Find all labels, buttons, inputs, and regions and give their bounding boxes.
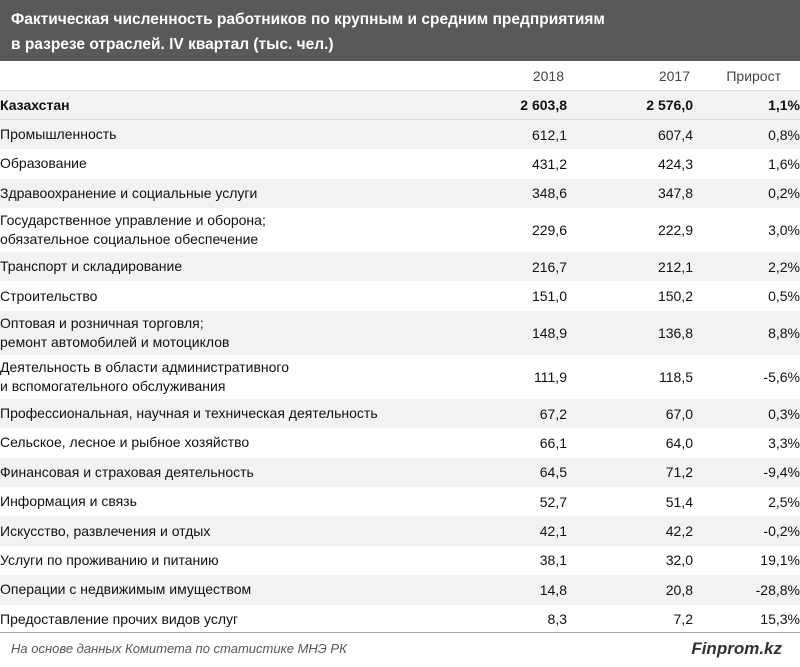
brand-logo-text: Finprom.kz <box>691 639 782 658</box>
sector-name-line: и вспомогательного обслуживания <box>0 377 226 394</box>
sector-name-line: Здравоохранение и социальные услуги <box>0 184 258 201</box>
value-2017-cell: 7,2 <box>673 611 693 628</box>
sector-name-line: Государственное управление и оборона; <box>0 212 266 229</box>
value-2018-cell: 38,1 <box>539 552 567 569</box>
growth-cell: 0,2% <box>768 185 800 202</box>
sector-name-cell <box>0 179 470 208</box>
value-2017-cell: 222,9 <box>657 222 693 239</box>
title-line-1: Фактическая численность работников по крупным и средним предприятиям <box>11 11 605 28</box>
sector-name-line: Промышленность <box>0 126 117 143</box>
growth-cell: 3,0% <box>768 222 800 239</box>
sector-name-cell <box>0 281 470 310</box>
sector-name-cell <box>0 91 470 120</box>
sector-name-line: Финансовая и страховая деятельность <box>0 463 254 480</box>
sector-name-cell <box>0 120 470 149</box>
growth-cell: 0,3% <box>768 405 800 422</box>
source-note: На основе данных Комитета по статистике МНЭ РК <box>11 641 347 656</box>
sector-name-cell <box>0 311 470 355</box>
sector-name-cell <box>0 575 470 604</box>
table-row <box>0 311 800 355</box>
title-line-2: в разрезе отраслей. IV квартал (тыс. чел.) <box>11 36 334 53</box>
sector-name-cell <box>0 516 470 545</box>
sector-name-line: Профессиональная, научная и техническая деятельность <box>0 405 378 422</box>
value-2017-cell: 347,8 <box>657 185 693 202</box>
growth-cell: -0,2% <box>763 523 800 540</box>
growth-cell: 2,2% <box>768 258 800 275</box>
column-header-2017: 2017 <box>567 61 693 91</box>
sector-name-cell <box>0 605 470 634</box>
value-2017-cell: 67,0 <box>665 405 693 422</box>
value-2018-cell: 612,1 <box>531 126 567 143</box>
value-2017-cell: 136,8 <box>657 324 693 341</box>
sector-name-line: Информация и связь <box>0 493 137 510</box>
sector-name-cell <box>0 252 470 281</box>
value-2017-cell: 20,8 <box>665 581 693 598</box>
sector-name-line: ремонт автомобилей и мотоциклов <box>0 333 230 350</box>
value-2017-cell: 42,2 <box>665 523 693 540</box>
sector-name-line: Предоставление прочих видов услуг <box>0 610 239 627</box>
sector-name-cell <box>0 487 470 516</box>
growth-cell: -5,6% <box>763 368 800 385</box>
sector-name-line: Деятельность в области административного <box>0 358 289 375</box>
growth-cell: 1,6% <box>768 155 800 172</box>
value-2017-cell: 64,0 <box>665 434 693 451</box>
sector-name-line: Сельское, лесное и рыбное хозяйство <box>0 434 250 451</box>
table-row <box>0 252 800 281</box>
value-2018-cell: 431,2 <box>531 155 567 172</box>
growth-cell: -28,8% <box>755 581 800 598</box>
table-row <box>0 281 800 310</box>
table-row <box>0 399 800 428</box>
growth-cell: 15,3% <box>760 611 800 628</box>
sector-name-line: обязательное социальное обеспечение <box>0 231 259 248</box>
value-2018-cell: 111,9 <box>534 368 567 385</box>
title-bar <box>0 0 800 61</box>
table-row <box>0 355 800 399</box>
value-2017-cell: 71,2 <box>665 464 693 481</box>
table-row <box>0 120 800 149</box>
growth-cell: -9,4% <box>763 464 800 481</box>
growth-cell: 0,5% <box>768 288 800 305</box>
table-row <box>0 179 800 208</box>
column-header-growth: Прирост <box>693 61 800 91</box>
growth-cell: 2,5% <box>768 493 800 510</box>
value-2018-cell: 42,1 <box>539 523 567 540</box>
growth-cell: 8,8% <box>768 324 800 341</box>
value-2017-cell: 51,4 <box>665 493 693 510</box>
value-2017-cell: 32,0 <box>665 552 693 569</box>
value-2018-cell: 348,6 <box>531 185 567 202</box>
table-body <box>0 91 800 634</box>
table-row <box>0 516 800 545</box>
table-row <box>0 605 800 634</box>
value-2018-cell: 14,8 <box>539 581 567 598</box>
growth-cell: 3,3% <box>768 434 800 451</box>
value-2018-cell: 229,6 <box>531 222 567 239</box>
table-row <box>0 149 800 178</box>
sector-name-cell <box>0 399 470 428</box>
table-row <box>0 546 800 575</box>
sector-name-cell <box>0 546 470 575</box>
sector-name-line: Операции с недвижимым имуществом <box>0 581 252 598</box>
table-header-row <box>0 61 800 91</box>
sector-name-cell <box>0 149 470 178</box>
column-header-2018: 2018 <box>470 61 567 91</box>
value-2017-cell: 2 576,0 <box>567 91 693 120</box>
value-2018-cell: 216,7 <box>531 258 567 275</box>
data-table <box>0 61 800 634</box>
value-2018-cell: 151,0 <box>531 288 567 305</box>
sector-name-line: Строительство <box>0 287 98 304</box>
table-row <box>0 458 800 487</box>
value-2018-cell: 2 603,8 <box>470 91 567 120</box>
growth-cell: 1,1% <box>693 91 800 120</box>
sector-name-cell <box>0 355 470 399</box>
column-header-sector <box>0 61 470 91</box>
sector-name-cell <box>0 458 470 487</box>
sector-name-cell <box>0 208 470 252</box>
value-2018-cell: 148,9 <box>531 324 567 341</box>
sector-name-line: Услуги по проживанию и питанию <box>0 551 219 568</box>
value-2017-cell: 607,4 <box>657 126 693 143</box>
table-row <box>0 428 800 457</box>
table-row-total <box>0 91 800 120</box>
sector-name-line: Казахстан <box>0 96 70 113</box>
growth-cell: 0,8% <box>768 126 800 143</box>
table-row <box>0 575 800 604</box>
value-2017-cell: 212,1 <box>657 258 693 275</box>
value-2018-cell: 66,1 <box>539 434 567 451</box>
growth-cell: 19,1% <box>760 552 800 569</box>
table-row <box>0 487 800 516</box>
sector-name-line: Оптовая и розничная торговля; <box>0 314 204 331</box>
value-2018-cell: 8,3 <box>547 611 567 628</box>
sector-name-cell <box>0 428 470 457</box>
value-2017-cell: 150,2 <box>657 288 693 305</box>
value-2018-cell: 52,7 <box>539 493 567 510</box>
value-2018-cell: 67,2 <box>539 405 567 422</box>
footer <box>0 632 800 667</box>
value-2018-cell: 64,5 <box>539 464 567 481</box>
sector-name-line: Транспорт и складирование <box>0 258 183 275</box>
table-row <box>0 208 800 252</box>
sector-name-line: Искусство, развлечения и отдых <box>0 522 211 539</box>
sector-name-line: Образование <box>0 155 87 172</box>
value-2017-cell: 424,3 <box>657 155 693 172</box>
value-2017-cell: 118,5 <box>659 368 693 385</box>
